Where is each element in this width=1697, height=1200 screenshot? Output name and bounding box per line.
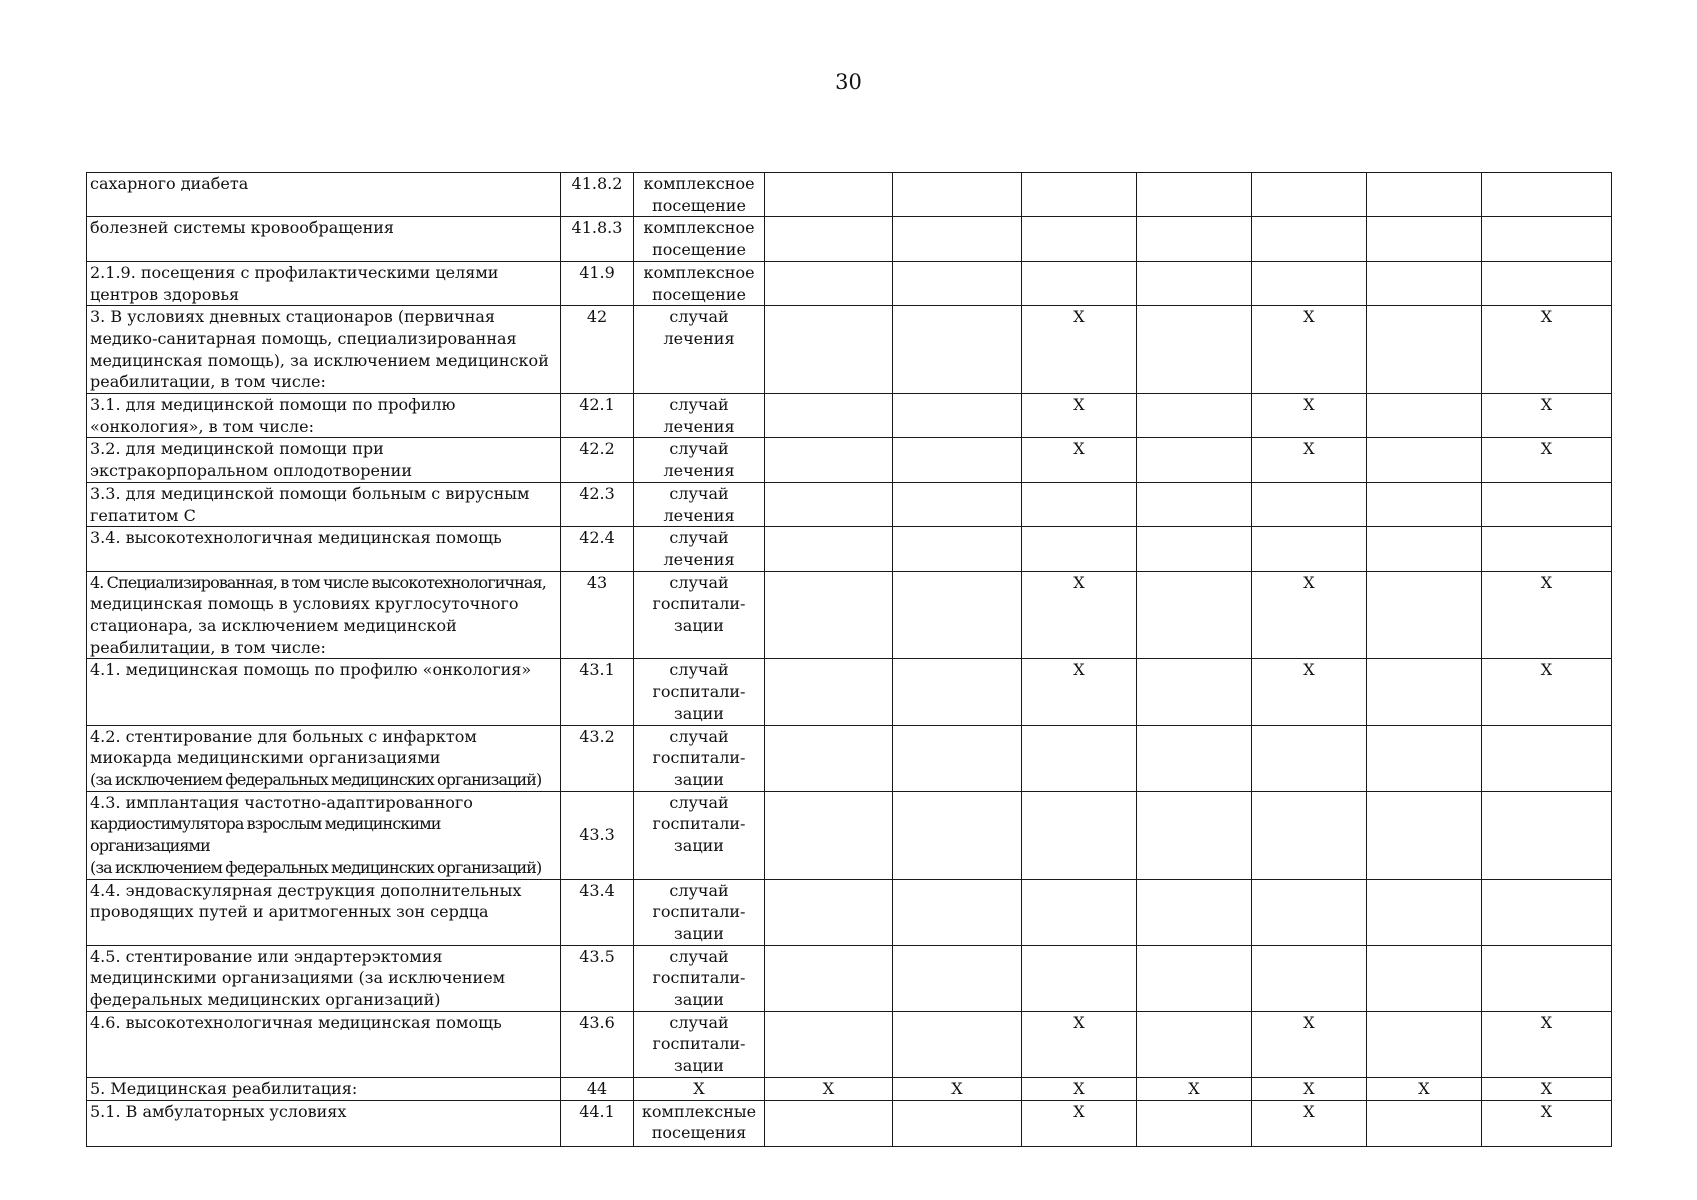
row-number: 41.8.2 xyxy=(561,173,634,217)
value-cell xyxy=(893,173,1022,217)
row-number: 44.1 xyxy=(561,1100,634,1146)
value-cell xyxy=(765,879,893,945)
row-number: 41.8.3 xyxy=(561,217,634,261)
value-cell xyxy=(1482,261,1612,305)
value-cell: X xyxy=(1482,394,1612,438)
value-cell: X xyxy=(1022,659,1137,725)
value-cell xyxy=(1482,527,1612,571)
table-row xyxy=(87,394,1612,438)
unit-cell: случай лечения xyxy=(634,527,765,571)
value-cell: X xyxy=(1022,1077,1137,1100)
value-cell xyxy=(1367,571,1482,659)
value-cell xyxy=(1367,791,1482,879)
table-row xyxy=(87,438,1612,482)
value-cell: X xyxy=(1252,1100,1367,1146)
value-cell xyxy=(765,1100,893,1146)
row-label: 3.3. для медицинской помощи больным с вирусным гепатитом С xyxy=(87,482,561,526)
value-cell xyxy=(1367,261,1482,305)
value-cell xyxy=(893,306,1022,394)
row-number: 44 xyxy=(561,1077,634,1100)
value-cell xyxy=(1137,261,1252,305)
value-cell xyxy=(893,438,1022,482)
unit-cell: X xyxy=(634,1077,765,1100)
unit-cell: случай госпитали- зации xyxy=(634,945,765,1011)
value-cell: X xyxy=(1137,1077,1252,1100)
unit-cell: комплексные посещения xyxy=(634,1100,765,1146)
value-cell xyxy=(1482,725,1612,791)
row-number: 43.4 xyxy=(561,879,634,945)
value-cell xyxy=(1482,173,1612,217)
value-cell xyxy=(1252,482,1367,526)
row-label: 5. Медицинская реабилитация: xyxy=(87,1077,561,1100)
row-label: 4.2. стентирование для больных с инфарктом миокарда медицинскими организациями (за исключением федеральных медицинских организаций) xyxy=(87,725,561,791)
value-cell xyxy=(893,261,1022,305)
unit-cell: комплексное посещение xyxy=(634,217,765,261)
value-cell xyxy=(1022,879,1137,945)
value-cell xyxy=(1022,945,1137,1011)
value-cell xyxy=(1252,527,1367,571)
value-cell xyxy=(1022,791,1137,879)
row-number: 42.1 xyxy=(561,394,634,438)
unit-cell: случай госпитали- зации xyxy=(634,791,765,879)
row-number: 43.2 xyxy=(561,725,634,791)
table-row xyxy=(87,1100,1612,1146)
row-label: 4.6. высокотехнологичная медицинская помощь xyxy=(87,1011,561,1077)
value-cell xyxy=(1252,791,1367,879)
unit-cell: случай госпитали- зации xyxy=(634,879,765,945)
value-cell xyxy=(765,482,893,526)
value-cell xyxy=(765,791,893,879)
row-number: 43.6 xyxy=(561,1011,634,1077)
value-cell xyxy=(1022,217,1137,261)
row-label: 4.1. медицинская помощь по профилю «онкология» xyxy=(87,659,561,725)
page-number: 30 xyxy=(835,70,862,94)
value-cell xyxy=(1367,879,1482,945)
value-cell xyxy=(1367,725,1482,791)
table-row xyxy=(87,173,1612,217)
value-cell xyxy=(765,394,893,438)
unit-cell: случай госпитали- зации xyxy=(634,1011,765,1077)
value-cell xyxy=(893,217,1022,261)
row-number: 42 xyxy=(561,306,634,394)
value-cell xyxy=(1022,261,1137,305)
value-cell xyxy=(765,438,893,482)
row-label: 4. Специализированная, в том числе высокотехнологичная, медицинская помощь в условиях круглосуточного стационара, за исключением медицинской реабилитации, в том числе: xyxy=(87,571,561,659)
value-cell xyxy=(1137,527,1252,571)
value-cell xyxy=(1367,217,1482,261)
row-label: 4.3. имплантация частотно-адаптированного кардиостимулятора взрослым медицинскими организациями (за исключением федеральных медицинских организаций) xyxy=(87,791,561,879)
value-cell xyxy=(765,725,893,791)
value-cell xyxy=(1022,173,1137,217)
table-row xyxy=(87,1011,1612,1077)
row-label: болезней системы кровообращения xyxy=(87,217,561,261)
value-cell xyxy=(1482,482,1612,526)
unit-cell: комплексное посещение xyxy=(634,261,765,305)
value-cell xyxy=(765,306,893,394)
value-cell xyxy=(1367,945,1482,1011)
row-label: 3. В условиях дневных стационаров (первичная медико-санитарная помощь, специализированная медицинская помощь), за исключением медицинской реабилитации, в том числе: xyxy=(87,306,561,394)
row-number: 42.4 xyxy=(561,527,634,571)
value-cell: X xyxy=(1367,1077,1482,1100)
row-label: 3.4. высокотехнологичная медицинская помощь xyxy=(87,527,561,571)
table-row xyxy=(87,945,1612,1011)
row-number: 43.3 xyxy=(561,791,634,879)
value-cell xyxy=(765,571,893,659)
value-cell xyxy=(1252,879,1367,945)
value-cell xyxy=(1137,1011,1252,1077)
value-cell: X xyxy=(1252,438,1367,482)
value-cell: X xyxy=(1482,571,1612,659)
table-row xyxy=(87,725,1612,791)
value-cell: X xyxy=(893,1077,1022,1100)
data-table xyxy=(86,172,1612,1147)
value-cell: X xyxy=(1252,394,1367,438)
unit-cell: случай лечения xyxy=(634,394,765,438)
value-cell xyxy=(1367,306,1482,394)
value-cell xyxy=(1137,879,1252,945)
value-cell: X xyxy=(1252,659,1367,725)
value-cell: X xyxy=(1022,1011,1137,1077)
value-cell xyxy=(1022,527,1137,571)
unit-cell: комплексное посещение xyxy=(634,173,765,217)
value-cell xyxy=(1367,394,1482,438)
value-cell: X xyxy=(1482,306,1612,394)
value-cell xyxy=(1137,945,1252,1011)
value-cell xyxy=(1137,482,1252,526)
value-cell xyxy=(765,945,893,1011)
value-cell: X xyxy=(1252,1077,1367,1100)
table-row xyxy=(87,306,1612,394)
value-cell xyxy=(893,394,1022,438)
value-cell xyxy=(1252,173,1367,217)
value-cell xyxy=(1022,725,1137,791)
value-cell: X xyxy=(1022,438,1137,482)
table-row xyxy=(87,571,1612,659)
value-cell xyxy=(893,1011,1022,1077)
value-cell xyxy=(1482,945,1612,1011)
value-cell: X xyxy=(1022,306,1137,394)
value-cell xyxy=(1367,1011,1482,1077)
value-cell: X xyxy=(1482,1077,1612,1100)
value-cell xyxy=(1137,1100,1252,1146)
value-cell xyxy=(1137,659,1252,725)
value-cell xyxy=(1252,217,1367,261)
row-number: 42.2 xyxy=(561,438,634,482)
value-cell xyxy=(765,1011,893,1077)
table-row xyxy=(87,261,1612,305)
row-label: 5.1. В амбулаторных условиях xyxy=(87,1100,561,1146)
value-cell xyxy=(893,945,1022,1011)
row-label: 3.2. для медицинской помощи при экстракорпоральном оплодотворении xyxy=(87,438,561,482)
value-cell xyxy=(1252,261,1367,305)
row-number: 43.1 xyxy=(561,659,634,725)
row-number: 43.5 xyxy=(561,945,634,1011)
value-cell: X xyxy=(1482,1100,1612,1146)
value-cell: X xyxy=(765,1077,893,1100)
value-cell xyxy=(1367,527,1482,571)
value-cell xyxy=(1252,725,1367,791)
table-row xyxy=(87,1077,1612,1100)
row-label: 3.1. для медицинской помощи по профилю «онкология», в том числе: xyxy=(87,394,561,438)
value-cell xyxy=(1367,1100,1482,1146)
value-cell xyxy=(1482,879,1612,945)
unit-cell: случай госпитали- зации xyxy=(634,571,765,659)
value-cell: X xyxy=(1022,1100,1137,1146)
value-cell xyxy=(765,659,893,725)
unit-cell: случай госпитали- зации xyxy=(634,659,765,725)
value-cell xyxy=(1482,217,1612,261)
value-cell xyxy=(893,725,1022,791)
value-cell: X xyxy=(1482,1011,1612,1077)
row-number: 42.3 xyxy=(561,482,634,526)
table-row xyxy=(87,791,1612,879)
value-cell xyxy=(893,482,1022,526)
row-number: 41.9 xyxy=(561,261,634,305)
unit-cell: случай госпитали- зации xyxy=(634,725,765,791)
value-cell xyxy=(893,1100,1022,1146)
unit-cell: случай лечения xyxy=(634,438,765,482)
value-cell xyxy=(1252,945,1367,1011)
unit-cell: случай лечения xyxy=(634,306,765,394)
value-cell xyxy=(1367,659,1482,725)
table-row xyxy=(87,217,1612,261)
value-cell xyxy=(1367,173,1482,217)
value-cell xyxy=(765,261,893,305)
row-label: 4.5. стентирование или эндартерэктомия медицинскими организациями (за исключением федеральных медицинских организаций) xyxy=(87,945,561,1011)
value-cell xyxy=(1367,482,1482,526)
value-cell xyxy=(893,659,1022,725)
row-label: 4.4. эндоваскулярная деструкция дополнительных проводящих путей и аритмогенных зон сердца xyxy=(87,879,561,945)
value-cell: X xyxy=(1022,394,1137,438)
table-row xyxy=(87,659,1612,725)
value-cell xyxy=(1137,571,1252,659)
value-cell: X xyxy=(1022,571,1137,659)
value-cell xyxy=(1137,173,1252,217)
value-cell xyxy=(893,791,1022,879)
value-cell: X xyxy=(1252,571,1367,659)
value-cell xyxy=(765,217,893,261)
value-cell xyxy=(1137,438,1252,482)
value-cell xyxy=(765,173,893,217)
value-cell xyxy=(1482,791,1612,879)
value-cell xyxy=(1367,438,1482,482)
value-cell: X xyxy=(1252,306,1367,394)
unit-cell: случай лечения xyxy=(634,482,765,526)
row-number: 43 xyxy=(561,571,634,659)
value-cell xyxy=(1137,394,1252,438)
value-cell xyxy=(1137,791,1252,879)
table-row xyxy=(87,879,1612,945)
value-cell xyxy=(1137,217,1252,261)
value-cell: X xyxy=(1252,1011,1367,1077)
value-cell xyxy=(893,527,1022,571)
row-label: 2.1.9. посещения с профилактическими целями центров здоровья xyxy=(87,261,561,305)
value-cell xyxy=(765,527,893,571)
value-cell xyxy=(893,571,1022,659)
row-label: сахарного диабета xyxy=(87,173,561,217)
value-cell: X xyxy=(1482,438,1612,482)
table-row xyxy=(87,527,1612,571)
value-cell xyxy=(1137,306,1252,394)
value-cell xyxy=(1137,725,1252,791)
value-cell xyxy=(1022,482,1137,526)
table-row xyxy=(87,482,1612,526)
value-cell: X xyxy=(1482,659,1612,725)
value-cell xyxy=(893,879,1022,945)
